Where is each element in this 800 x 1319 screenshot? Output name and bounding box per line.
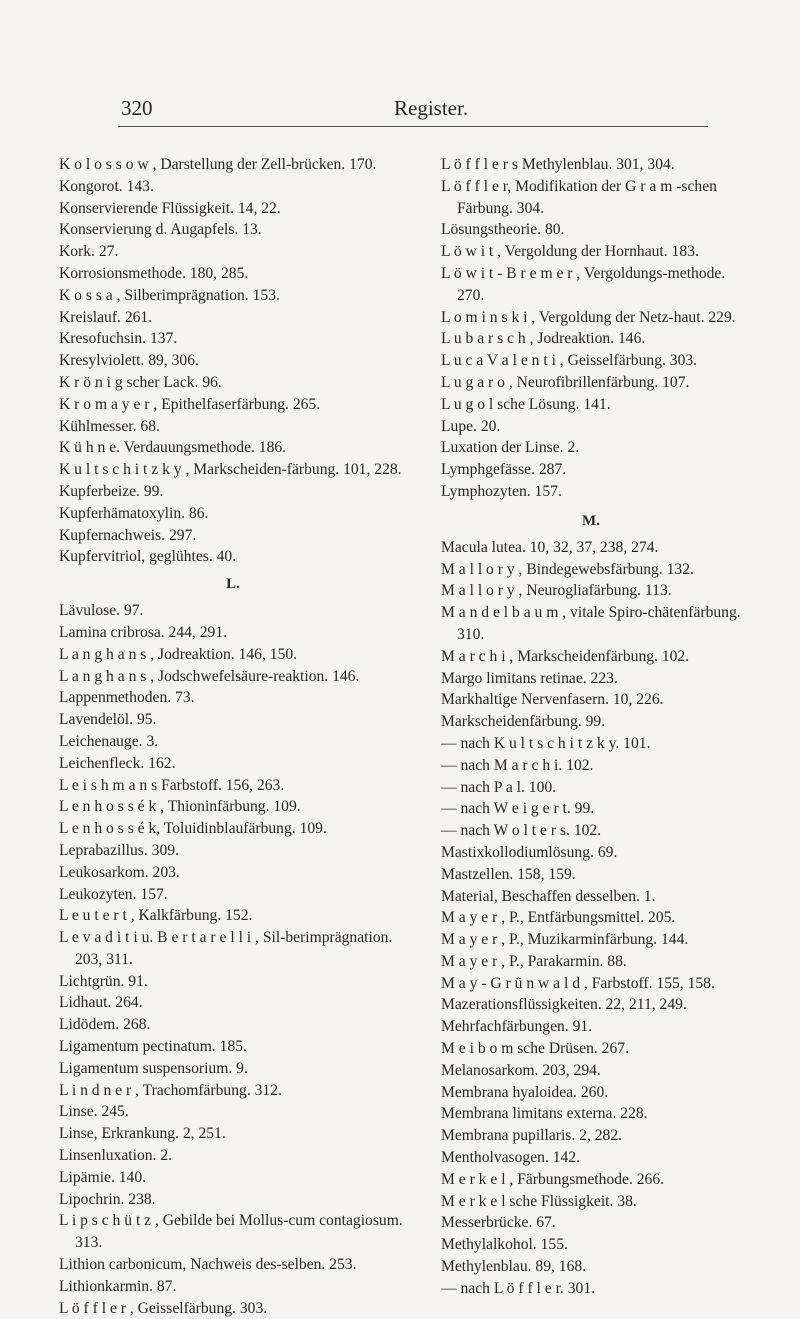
index-entry: Konservierung d. Augapfels. 13. bbox=[59, 221, 262, 239]
index-entry: Ligamentum pectinatum. 185. bbox=[59, 1038, 247, 1056]
index-entry: K o s s a , Silberimprägnation. 153. bbox=[59, 286, 280, 304]
index-entry: M e i b o m sche Drüsen. 267. bbox=[441, 1040, 629, 1058]
index-entry: Kupfernachweis. 297. bbox=[59, 526, 197, 544]
index-entry: L ö f f l e r , Geisselfärbung. 303. bbox=[59, 1299, 268, 1317]
index-entry: Lidödem. 268. bbox=[59, 1016, 151, 1034]
index-entry: Lösungstheorie. 80. bbox=[441, 221, 565, 239]
index-entry: K ü h n e. Verdauungsmethode. 186. bbox=[59, 439, 287, 457]
index-entry: Linse. 245. bbox=[59, 1103, 129, 1121]
index-entry: Mazerationsflüssigkeiten. 22, 211, 249. bbox=[441, 996, 687, 1014]
index-entry: Konservierende Flüssigkeit. 14, 22. bbox=[59, 199, 281, 217]
index-entry: Lymphgefässe. 287. bbox=[441, 461, 567, 479]
index-entry: — nach M a r c h i. 102. bbox=[441, 756, 594, 774]
index-entry: M a l l o r y , Neurogliafärbung. 113. bbox=[441, 582, 672, 600]
index-entry: L e i s h m a n s Farbstoff. 156, 263. bbox=[59, 776, 285, 794]
index-entry: Korrosionsmethode. 180, 285. bbox=[59, 264, 249, 282]
index-entry: L ö w i t - B r e m e r , Vergoldungs-methode. 270. bbox=[441, 264, 726, 304]
index-entry: L a n g h a n s , Jodreaktion. 146, 150. bbox=[59, 645, 298, 663]
index-entry: Lithion carbonicum, Nachweis des-selben. 253. bbox=[59, 1256, 357, 1274]
index-entry: Messerbrücke. 67. bbox=[441, 1214, 556, 1232]
index-entry: Material, Beschaffen desselben. 1. bbox=[441, 887, 656, 905]
index-entry: Markscheidenfärbung. 99. bbox=[441, 713, 606, 731]
index-entry: M a y - G r ü n w a l d , Farbstoff. 155, 158. bbox=[441, 974, 715, 992]
index-entry: L e v a d i t i u. B e r t a r e l l i , Sil-berimprägnation. 203, 311. bbox=[59, 929, 393, 968]
index-entry: Lidhaut. 264. bbox=[59, 994, 143, 1012]
index-entry: L i p s c h ü t z , Gebilde bei Mollus-cum contagiosum. 313. bbox=[59, 1212, 403, 1252]
index-entry: Kupfervitriol, geglühtes. 40. bbox=[59, 548, 237, 566]
index-entry: Kupferbeize. 99. bbox=[59, 482, 164, 500]
index-entry: Lavendelöl. 95. bbox=[59, 711, 157, 729]
header-rule bbox=[118, 126, 708, 127]
index-entry: Mastzellen. 158, 159. bbox=[441, 865, 576, 883]
index-entry: K u l t s c h i t z k y , Markscheiden-färbung. 101, 228. bbox=[59, 461, 402, 479]
index-entry: M a y e r , P., Parakarmin. 88. bbox=[441, 952, 627, 970]
index-entry: M e r k e l sche Flüssigkeit. 38. bbox=[441, 1192, 637, 1210]
index-entry: Lipämie. 140. bbox=[59, 1168, 147, 1186]
index-entry: L ö w i t , Vergoldung der Hornhaut. 183. bbox=[441, 243, 699, 261]
index-entry: L o m i n s k i , Vergoldung der Netz-haut. 229. bbox=[441, 308, 736, 326]
index-entry: — nach K u l t s c h i t z k y. 101. bbox=[441, 734, 651, 752]
index-entry: M a y e r , P., Entfärbungsmittel. 205. bbox=[441, 909, 676, 927]
index-entry: Methylenblau. 89, 168. bbox=[441, 1258, 587, 1276]
index-entry: Markhaltige Nervenfasern. 10, 226. bbox=[441, 691, 664, 709]
index-entry: M a l l o r y , Bindegewebsfärbung. 132. bbox=[441, 560, 694, 578]
index-entry: — nach P a l. 100. bbox=[441, 778, 557, 796]
index-entry: Membrana pupillaris. 2, 282. bbox=[441, 1127, 623, 1145]
index-entry: Mentholvasogen. 142. bbox=[441, 1149, 581, 1167]
index-entry: Lävulose. 97. bbox=[59, 602, 144, 620]
index-entry: — nach W o l t e r s. 102. bbox=[441, 822, 602, 840]
index-entry: L u g a r o , Neurofibrillenfärbung. 107. bbox=[441, 373, 690, 391]
index-entry: L e n h o s s é k, Toluidinblaufärbung. 109. bbox=[59, 820, 327, 838]
index-entry: Lichtgrün. 91. bbox=[59, 972, 148, 990]
index-entry: Mehrfachfärbungen. 91. bbox=[441, 1018, 593, 1036]
index-entry: Leukosarkom. 203. bbox=[59, 863, 180, 881]
index-entry: Mastixkollodiumlösung. 69. bbox=[441, 843, 618, 861]
index-entry: Leichenauge. 3. bbox=[59, 732, 159, 750]
index-entry: L e n h o s s é k , Thioninfärbung. 109. bbox=[59, 798, 301, 816]
index-entry: Membrana hyaloidea. 260. bbox=[441, 1083, 609, 1101]
index-entry: Leukozyten. 157. bbox=[59, 885, 168, 903]
index-entry: Luxation der Linse. 2. bbox=[441, 439, 580, 457]
index-entry: Lamina cribrosa. 244, 291. bbox=[59, 623, 228, 641]
index-entry: L u g o l sche Lösung. 141. bbox=[441, 395, 611, 413]
index-entry: Lipochrin. 238. bbox=[59, 1190, 156, 1208]
index-entry: Methylalkohol. 155. bbox=[441, 1236, 568, 1254]
index-entry: M a n d e l b a u m , vitale Spiro-chätenfärbung. 310. bbox=[441, 604, 741, 643]
index-entry: Kühlmesser. 68. bbox=[59, 417, 160, 435]
page-header bbox=[0, 96, 800, 126]
index-entry: M a r c h i , Markscheidenfärbung. 102. bbox=[441, 647, 690, 665]
section-heading: M. bbox=[582, 512, 600, 529]
index-entry: Kork. 27. bbox=[59, 243, 119, 261]
index-entry: — nach L ö f f l e r. 301. bbox=[441, 1279, 596, 1297]
index-entry: Kresofuchsin. 137. bbox=[59, 330, 178, 348]
index-entry: Ligamentum suspensorium. 9. bbox=[59, 1059, 248, 1077]
index-entry: L u c a V a l e n t i , Geisselfärbung. 303. bbox=[441, 352, 698, 370]
index-entry: Linse, Erkrankung. 2, 251. bbox=[59, 1125, 226, 1143]
index-entry: Lappenmethoden. 73. bbox=[59, 689, 195, 707]
index-entry: — nach W e i g e r t. 99. bbox=[441, 800, 595, 818]
index-entry: M a y e r , P., Muzikarminfärbung. 144. bbox=[441, 931, 689, 949]
index-entry: Margo limitans retinae. 223. bbox=[441, 669, 618, 687]
index-entry: Leprabazillus. 309. bbox=[59, 841, 179, 859]
index-entry: L a n g h a n s , Jodschwefelsäure-reaktion. 146. bbox=[59, 667, 360, 685]
index-entry: L u b a r s c h , Jodreaktion. 146. bbox=[441, 330, 646, 348]
index-entry: Linsenluxation. 2. bbox=[59, 1147, 173, 1165]
index-entry: L e u t e r t , Kalkfärbung. 152. bbox=[59, 907, 253, 925]
index-entry: L i n d n e r , Trachomfärbung. 312. bbox=[59, 1081, 282, 1099]
index-column-right bbox=[441, 154, 741, 1300]
index-entry: Kreislauf. 261. bbox=[59, 308, 153, 326]
index-entry: M e r k e l , Färbungsmethode. 266. bbox=[441, 1170, 665, 1188]
index-entry: Kupferhämatoxylin. 86. bbox=[59, 504, 209, 522]
section-heading: L. bbox=[226, 576, 240, 593]
page-title: Register. bbox=[394, 96, 469, 120]
index-entry: K r ö n i g scher Lack. 96. bbox=[59, 373, 222, 391]
index-entry: K o l o s s o w , Darstellung der Zell-brücken. 170. bbox=[59, 156, 377, 173]
index-entry: Lithionkarmin. 87. bbox=[59, 1277, 177, 1295]
index-entry: L ö f f l e r s Methylenblau. 301, 304. bbox=[441, 156, 675, 173]
index-entry: K r o m a y e r , Epithelfaserfärbung. 265. bbox=[59, 395, 321, 413]
index-entry: Melanosarkom. 203, 294. bbox=[441, 1061, 601, 1079]
index-entry: Leichenfleck. 162. bbox=[59, 754, 176, 772]
index-column-left bbox=[59, 154, 407, 1319]
index-entry: L ö f f l e r, Modifikation der G r a m -schen Färbung. 304. bbox=[441, 177, 717, 217]
index-entry: Kresylviolett. 89, 306. bbox=[59, 352, 199, 370]
index-entry: Lupe. 20. bbox=[441, 417, 501, 435]
page-number: 320 bbox=[121, 96, 153, 120]
index-entry: Membrana limitans externa. 228. bbox=[441, 1105, 648, 1123]
index-entry: Kongorot. 143. bbox=[59, 177, 154, 195]
index-entry: Lymphozyten. 157. bbox=[441, 482, 562, 500]
index-entry: Macula lutea. 10, 32, 37, 238, 274. bbox=[441, 538, 659, 556]
